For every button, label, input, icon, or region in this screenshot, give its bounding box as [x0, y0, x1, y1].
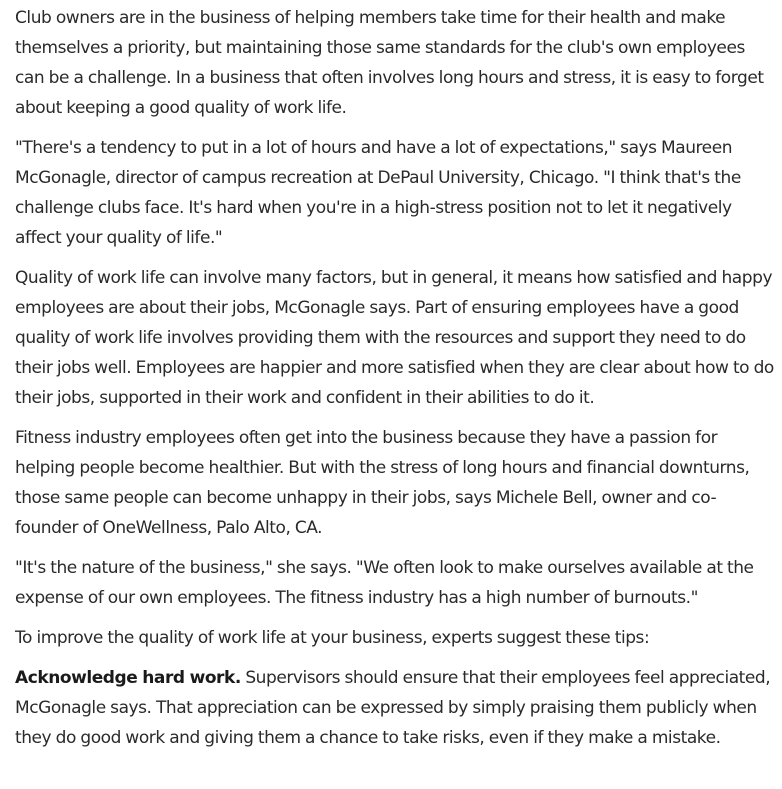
paragraph-intro: Club owners are in the business of helping members take time for their health and make themselves a priority, but maintaining those same standards for the club's own employees can be a challenge. In a business that often involves long hours and stress, it is easy to forget about keeping a good quality of work life.: [15, 8, 764, 118]
paragraph-bell-quote: "It's the nature of the business," she says. "We often look to make ourselves available at the expense of our own employees. The fitness industry has a high number of burnouts.": [15, 558, 754, 608]
tip-heading: Acknowledge hard work.: [15, 668, 241, 688]
paragraph-fitness-employees: Fitness industry employees often get into the business because they have a passion for helping people become healthier. But with the stress of long hours and financial downturns, those same people can become unhappy in their jobs, says Michele Bell, owner and co-founder of OneWellness, Palo Alto, CA.: [15, 428, 750, 538]
tip-acknowledge-hard-work: [15, 663, 777, 753]
paragraph-tips-intro: To improve the quality of work life at your business, experts suggest these tips:: [15, 628, 650, 648]
tip-text: Supervisors should ensure that their employees feel appreciated, McGonagle says. That appreciation can be expressed by simply praising them publicly when they do good work and giving them a chance to take risks, even if they make a mistake.: [15, 668, 771, 748]
paragraph-quality-of-work-life: Quality of work life can involve many factors, but in general, it means how satisfied and happy employees are about their jobs, McGonagle says. Part of ensuring employees have a good quality of work life involves providing them with the resources and support they need to do their jobs well. Employees are happier and more satisfied when they are clear about how to do their jobs, supported in their work and confident in their abilities to do it.: [15, 268, 774, 408]
paragraph-mcgonagle-quote: "There's a tendency to put in a lot of hours and have a lot of expectations," says Maureen McGonagle, director of campus recreation at DePaul University, Chicago. "I think that's the challenge clubs face. It's hard when you're in a high-stress position not to let it negatively affect your quality of life.": [15, 138, 741, 248]
